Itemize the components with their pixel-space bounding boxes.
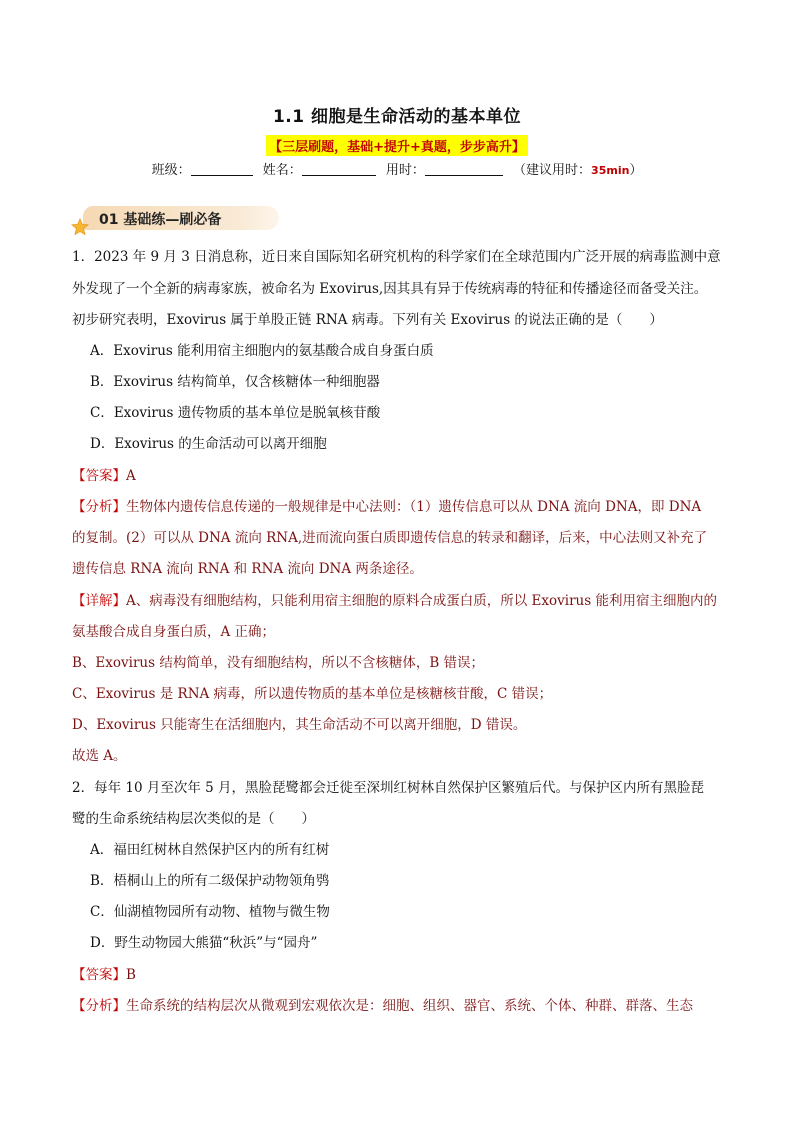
q2-stem-line: 鹭的生命系统结构层次类似的是（ ） (72, 811, 315, 827)
q1-detail-line: 氨基酸合成自身蛋白质，A 正确； (72, 624, 276, 640)
q1-option-d: D．Exovirus 的生命活动可以离开细胞 (90, 436, 327, 452)
answer-tag: 【答案】 (72, 967, 126, 983)
answer-tag: 【答案】 (72, 468, 126, 484)
q2-analysis (72, 996, 693, 1016)
q1-detail-line: 故选 A。 (72, 748, 127, 764)
time-field[interactable] (425, 163, 503, 176)
q1-detail (72, 591, 717, 611)
q1-analysis-line: 的复制。(2）可以从 DNA 流向 RNA,进而流向蛋白质即遗传信息的转录和翻译，后来，中心法则又补充了 (72, 530, 708, 546)
q2-option-c: C．仙湖植物园所有动物、植物与微生物 (90, 904, 330, 920)
star-icon (71, 218, 89, 236)
name-label: 姓名： (262, 163, 302, 178)
q2-option-b: B．梧桐山上的所有二级保护动物领角鸮 (90, 873, 330, 889)
section-label: 01 基础练—刷必备 (99, 212, 222, 228)
q1-detail-line: B、Exovirus 结构简单，没有细胞结构，所以不含核糖体，B 错误； (72, 655, 485, 671)
q1-detail-line: C、Exovirus 是 RNA 病毒，所以遗传物质的基本单位是核糖核苷酸，C 错误； (72, 686, 553, 702)
time-label: 用时： (385, 163, 425, 178)
q1-analysis (72, 497, 701, 517)
analysis-text: 生命系统的结构层次从微观到宏观依次是：细胞、组织、器官、系统、个体、种群、群落、生态 (126, 998, 693, 1014)
analysis-tag: 【分析】 (72, 499, 126, 515)
q2-option-a: A．福田红树林自然保护区内的所有红树 (90, 842, 330, 858)
q1-analysis-line: 遗传信息 RNA 流向 RNA 和 RNA 流向 DNA 两条途径。 (72, 561, 423, 577)
q2-stem-line: 2．每年 10 月至次年 5 月，黑脸琵鹭都会迁徙至深圳红树林自然保护区繁殖后代。与保护区内所有黑脸琵 (72, 780, 705, 796)
analysis-text: 生物体内遗传信息传递的一般规律是中心法则：（1）遗传信息可以从 DNA 流向 DNA，即 DNA (126, 499, 702, 515)
analysis-tag: 【分析】 (72, 998, 126, 1014)
subtitle-banner: 【三层刷题，基础+提升+真题，步步高升】 (266, 135, 528, 156)
q1-option-c: C．Exovirus 遗传物质的基本单位是脱氧核苷酸 (90, 405, 381, 421)
q1-detail-line: D、Exovirus 只能寄生在活细胞内，其生命活动不可以离开细胞，D 错误。 (72, 717, 527, 733)
detail-tag: 【详解】 (72, 593, 126, 609)
q2-option-d: D．野生动物园大熊猫“秋浜”与“园舟” (90, 935, 318, 951)
q2-answer (72, 965, 136, 985)
section-header (73, 202, 288, 234)
detail-text: A、病毒没有细胞结构，只能利用宿主细胞的原料合成蛋白质，所以 Exovirus 能利用宿主细胞内的 (126, 593, 717, 609)
answer-value: B (126, 967, 136, 983)
q1-option-a: A．Exovirus 能利用宿主细胞内的氨基酸合成自身蛋白质 (90, 343, 434, 359)
q1-stem-line: 外发现了一个全新的病毒家族，被命名为 Exovirus,因其具有异于传统病毒的特征和传播途径而备受关注。 (72, 281, 708, 297)
class-label: 班级： (151, 163, 191, 178)
name-field[interactable] (302, 163, 376, 176)
subtitle-row (0, 135, 794, 156)
q1-option-b: B．Exovirus 结构简单，仅含核糖体一种细胞器 (90, 374, 380, 390)
q1-stem-line: 1．2023 年 9 月 3 日消息称，近日来自国际知名研究机构的科学家们在全球范围内广泛开展的病毒监测中意 (72, 249, 721, 265)
info-line (0, 159, 794, 178)
page-title: 1.1 细胞是生命活动的基本单位 (272, 107, 522, 127)
class-field[interactable] (191, 163, 253, 176)
suggest-value: 35min (591, 164, 630, 177)
answer-value: A (126, 468, 136, 484)
suggest-end: ） (629, 163, 643, 178)
q1-stem-line: 初步研究表明，Exovirus 属于单股正链 RNA 病毒。下列有关 Exovirus 的说法正确的是（ ） (72, 312, 663, 328)
q1-answer (72, 466, 136, 486)
suggest-label: （建议用时： (513, 163, 592, 178)
